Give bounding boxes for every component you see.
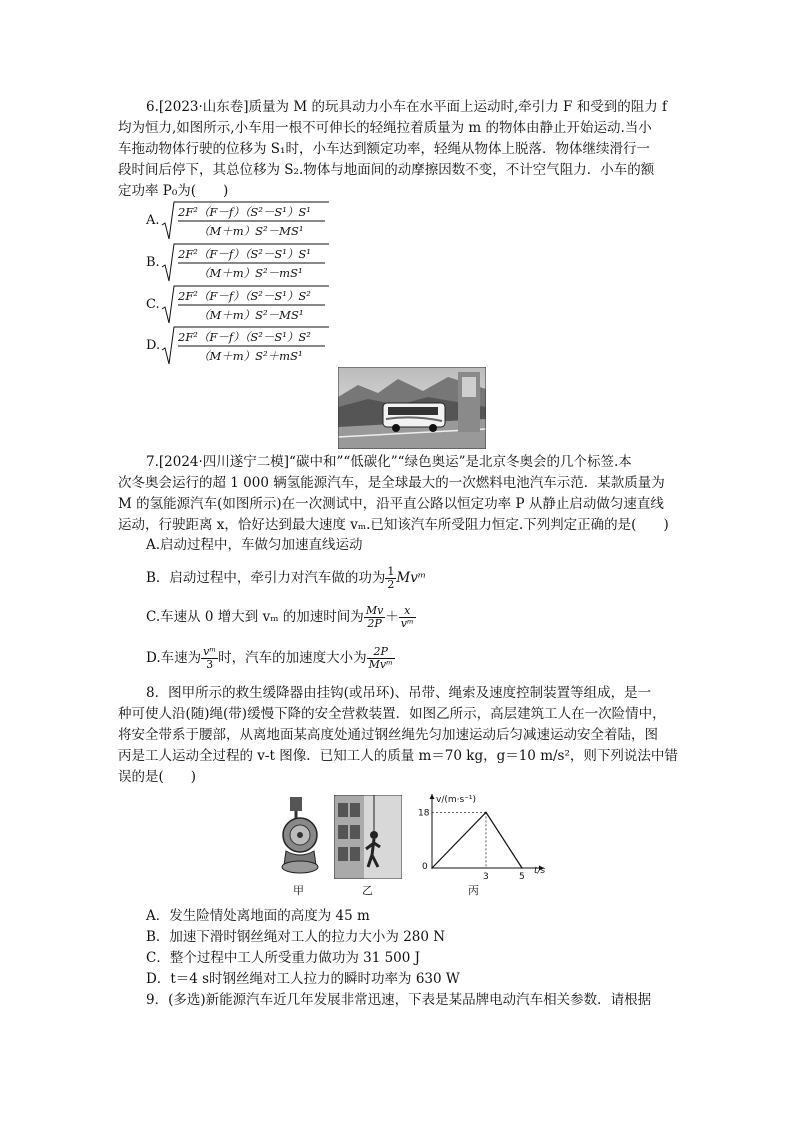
q7-option-c [146, 601, 416, 633]
hydrogen-bus-photo [338, 367, 486, 449]
q6-line3: 车拖动物体行驶的位移为 S₁时，小车达到额定功率，轻绳从物体上脱落．物体继续滑行一 [118, 141, 650, 157]
descender-device-drawing [276, 795, 326, 877]
q7-option-c-fraction-2 [399, 605, 416, 630]
q7-line1: 7.[2024·四川遂宁二模]“碳中和”“低碳化”“绿色奥运”是北京冬奥会的几个标签.本 [146, 454, 632, 470]
q7-option-a: A.启动过程中，车做匀加速直线运动 [146, 537, 363, 553]
q6-option-label: B. [146, 255, 160, 270]
q7-line4: 运动，行驶距离 x，恰好达到最大速度 vₘ.已知该汽车所受阻力恒定.下列判定正确的是( ) [118, 517, 669, 533]
q6-option-denominator: （M＋m）S²＋mS¹ [198, 349, 303, 363]
q7-option-c-fraction-1 [364, 605, 385, 630]
q7-option-b-text: B．启动过程中，牵引力对汽车做的功为 [146, 570, 386, 586]
q8-line5: 误的是( ) [118, 769, 197, 785]
y-axis-arrow [430, 794, 435, 799]
q9-line1: 9．(多选)新能源汽车近几年发展非常迅速，下表是某品牌电动汽车相关参数．请根据 [146, 992, 652, 1008]
q6-line4: 段时间后停下，其总位移为 S₂.物体与地面间的动摩擦因数不变，不计空气阻力．小车的额 [118, 162, 655, 178]
q6-option-numerator: 2F²（F－f）（S²－S¹）S² [178, 289, 311, 303]
fraction-denominator: 2P [367, 617, 382, 630]
velocity-point [485, 812, 487, 814]
velocity-point [521, 867, 523, 869]
velocity-point [431, 867, 433, 869]
plus-sign: ＋ [385, 609, 399, 625]
q6-line2: 均为恒力,如图所示,小车用一根不可伸长的轻绳拉着质量为 m 的物体由静止开始运动.当小 [118, 120, 652, 136]
figure-label-jia: 甲 [293, 884, 304, 897]
figure-label-bing: 丙 [468, 884, 479, 897]
q8-line4: 丙是工人运动全过程的 v-t 图像．已知工人的质量 m＝70 kg，g＝10 m/s²，则下列说法中错 [118, 748, 678, 764]
fraction-denominator: 2 [387, 578, 395, 591]
q7-option-c-text: C.车速从 0 增大到 vₘ 的加速时间为 [146, 609, 364, 625]
y-tick-label: 18 [418, 808, 430, 819]
velocity-series-line [432, 812, 522, 868]
q6-option-label: A. [146, 213, 160, 228]
x-tick-label: 3 [483, 872, 489, 882]
fraction-numerator: 1 [387, 565, 395, 578]
q8-option-d: D．t＝4 s时钢丝绳对工人拉力的瞬时功率为 630 W [146, 971, 460, 987]
q8-line3: 将安全带系于腰部，从离地面某高度处通过钢丝绳先匀加速运动后匀减速运动安全着陆，图 [118, 727, 658, 743]
q7-option-d-fraction-1 [201, 646, 218, 671]
q8-option-c: C．整个过程中工人所受重力做功为 31 500 J [146, 950, 421, 966]
y-axis-label: v/(m·s⁻¹) [436, 795, 477, 805]
worker-drawing [334, 795, 402, 879]
q6-option-denominator: （M＋m）S²－MS¹ [198, 224, 304, 238]
descender-device-image [276, 795, 326, 877]
q7-line2: 次冬奥会运行的超 1 000 辆氢能源汽车，是全球最大的一次燃料电池汽车示范．某款质量为 [118, 475, 665, 491]
x-tick-label: 5 [519, 872, 525, 882]
figure-label-yi: 乙 [362, 884, 373, 897]
q7-option-b-fraction [385, 566, 396, 591]
q8-option-b: B．加速下滑时钢丝绳对工人的拉力大小为 280 N [146, 929, 446, 945]
q7-option-b [146, 562, 426, 594]
q7-line3: M 的氢能源汽车(如图所示)在一次测试中，沿平直公路以恒定功率 P 从静止启动做匀速直线 [118, 496, 664, 512]
q6-option-label: D. [146, 338, 161, 353]
q6-option-numerator: 2F²（F－f）（S²－S¹）S² [178, 330, 311, 344]
fraction-denominator: 3 [206, 658, 214, 671]
q6-option-numerator: 2F²（F－f）（S²－S¹）S¹ [178, 205, 311, 219]
q7-option-b-tail: Mvᵐ [396, 570, 427, 586]
q8-line1: 8．图甲所示的救生缓降器由挂钩(或吊环)、吊带、绳索及速度控制装置等组成，是一 [146, 685, 652, 701]
q6-option-label: C. [146, 297, 160, 312]
q6-line5: 定功率 P₀为( ) [118, 183, 229, 199]
x-axis-label: t/s [534, 866, 546, 876]
q7-option-d [146, 641, 395, 675]
fraction-numerator: 2P [367, 646, 395, 659]
fraction-numerator: vᵐ [203, 645, 217, 658]
q6-option-denominator: （M＋m）S²－mS¹ [198, 266, 303, 280]
q6-option-denominator: （M＋m）S²－MS¹ [198, 308, 304, 322]
fraction-denominator: Mvᵐ [368, 658, 393, 671]
q7-option-d-fraction-2 [367, 646, 395, 671]
vt-chart [410, 790, 550, 890]
q7-option-d-mid: 时，汽车的加速度大小为 [218, 650, 367, 666]
fraction-denominator: vᵐ [400, 617, 414, 630]
vt-chart-svg [410, 790, 550, 890]
q6-option-numerator: 2F²（F－f）（S²－S¹）S¹ [178, 247, 311, 261]
q8-line2: 种可使人沿(随)绳(带)缓慢下降的安全营救装置．如图乙所示，高层建筑工人在一次险情中， [118, 706, 666, 722]
fraction-numerator: Mv [365, 604, 384, 617]
q7-option-d-text: D.车速为 [146, 650, 202, 666]
fraction-numerator: x [399, 605, 416, 618]
worker-photo [334, 795, 402, 879]
q6-line1: 6.[2023·山东卷]质量为 M 的玩具动力小车在水平面上运动时,牵引力 F 和受到的阻力 f [146, 99, 667, 115]
q8-option-a: A．发生险情处离地面的高度为 45 m [146, 908, 370, 924]
origin-label: 0 [422, 862, 428, 872]
bus-illustration [338, 367, 486, 449]
